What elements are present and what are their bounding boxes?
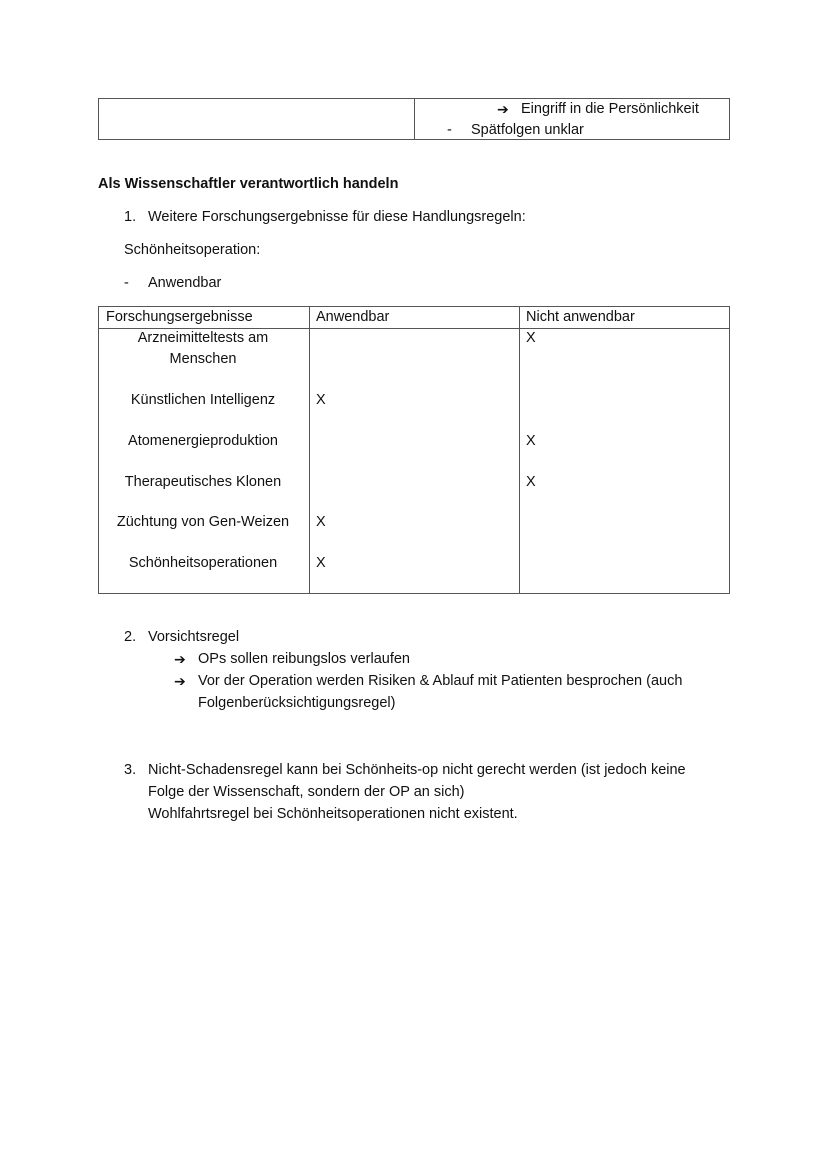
list-number: 2. <box>124 629 137 645</box>
table-row-label: Menschen <box>169 351 237 367</box>
table-header: Forschungsergebnisse <box>106 309 253 325</box>
results-table <box>98 306 730 594</box>
subheading: Schönheitsoperation: <box>124 242 261 258</box>
table-row-label: Therapeutisches Klonen <box>124 474 282 490</box>
arrow-right-icon: ➔ <box>174 651 186 667</box>
table-cell-mark: X <box>316 392 326 408</box>
table-cell-text: Spätfolgen unklar <box>471 122 584 138</box>
bullet-text: OPs sollen reibungslos verlaufen <box>198 651 410 667</box>
table-column-divider <box>519 307 520 593</box>
table-column-divider <box>414 99 415 139</box>
list-number: 1. <box>124 209 137 225</box>
table-cell-mark: X <box>316 555 326 571</box>
dash-bullet: - <box>447 122 452 138</box>
table-row-label: Atomenergieproduktion <box>128 433 278 449</box>
list-item-text: Wohlfahrtsregel bei Schönheitsoperationen nicht existent. <box>148 806 518 822</box>
list-item-text: Vorsichtsregel <box>148 629 240 645</box>
table-row-label: Künstlichen Intelligenz <box>130 392 276 408</box>
table-header: Nicht anwendbar <box>526 309 635 325</box>
bullet-text: Folgenberücksichtigungsregel) <box>198 695 396 711</box>
section-heading: Als Wissenschaftler verantwortlich handeln <box>98 176 399 192</box>
dash-bullet: - <box>124 275 129 291</box>
table-cell-text: Eingriff in die Persönlichkeit <box>521 101 699 117</box>
table-row-label: Schönheitsoperationen <box>128 555 278 571</box>
bullet-text: Vor der Operation werden Risiken & Ablauf mit Patienten besprochen (auch <box>198 673 683 689</box>
table-row-label: Arzneimitteltests am <box>137 330 269 346</box>
table-cell-mark: X <box>526 433 536 449</box>
arrow-right-icon: ➔ <box>497 101 509 117</box>
list-item-text: Nicht-Schadensregel kann bei Schönheits-op nicht gerecht werden (ist jedoch keine <box>148 762 686 778</box>
table-column-divider <box>309 307 310 593</box>
table-row-label: Züchtung von Gen-Weizen <box>116 514 290 530</box>
arrow-right-icon: ➔ <box>174 673 186 689</box>
list-item-text: Weitere Forschungsergebnisse für diese Handlungsregeln: <box>148 209 526 225</box>
table-cell-mark: X <box>526 474 536 490</box>
list-item-text: Anwendbar <box>148 275 222 291</box>
table-cell-mark: X <box>526 330 536 346</box>
table-cell-mark: X <box>316 514 326 530</box>
table-header: Anwendbar <box>316 309 390 325</box>
table-header-divider <box>99 328 729 329</box>
list-number: 3. <box>124 762 137 778</box>
list-item-text: Folge der Wissenschaft, sondern der OP an sich) <box>148 784 465 800</box>
